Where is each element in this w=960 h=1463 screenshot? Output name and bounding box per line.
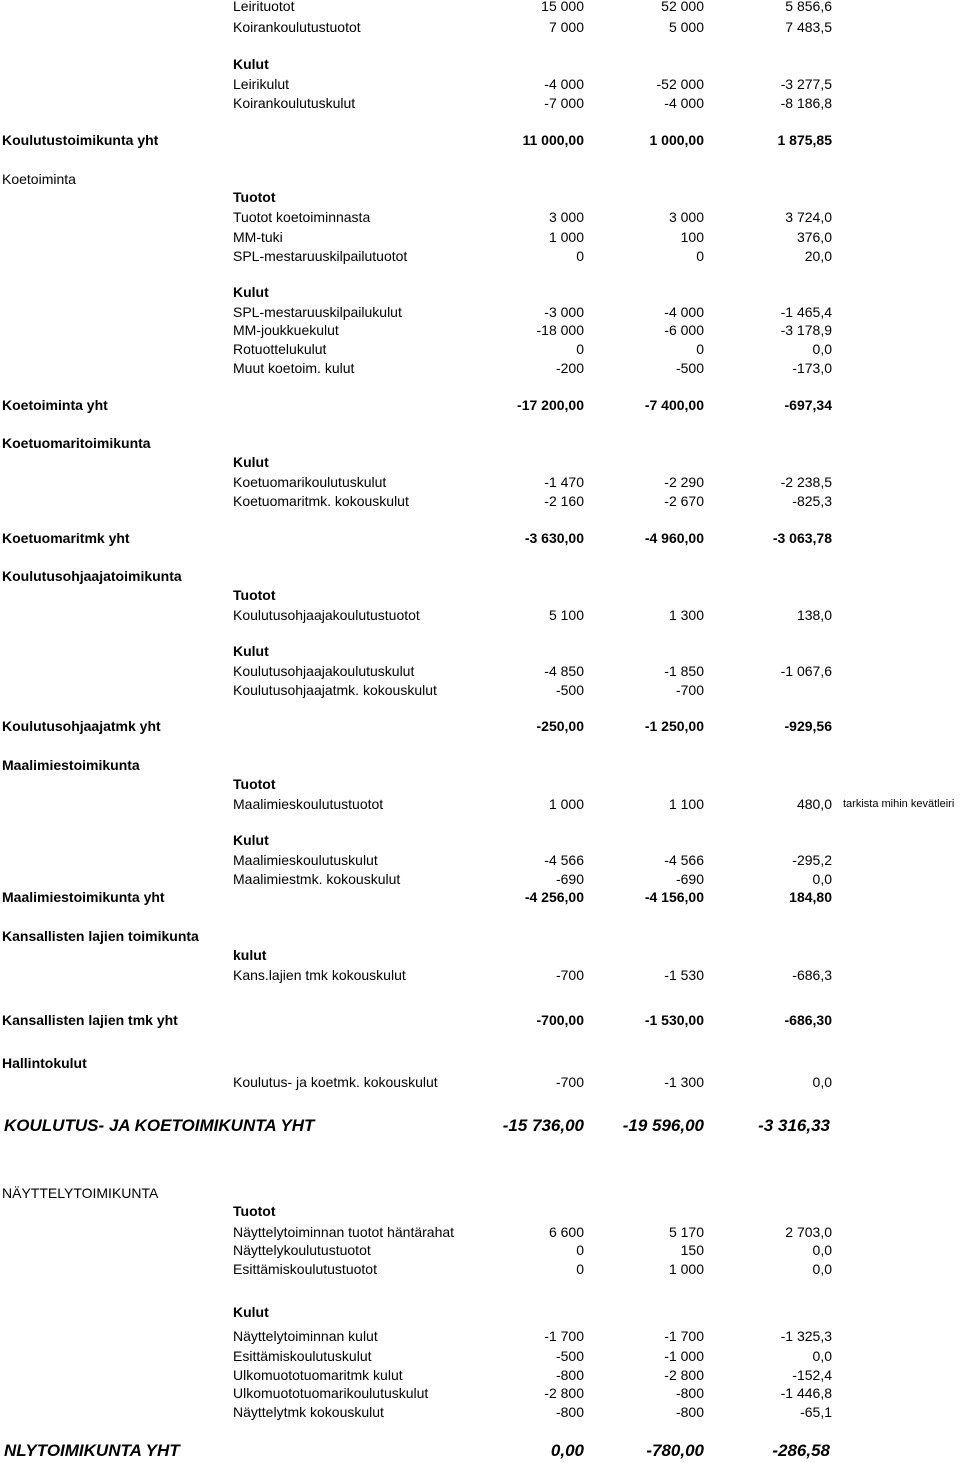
subheading-label: Tuotot <box>233 189 276 205</box>
budget-value: 1 000 <box>548 796 584 812</box>
subtotal-value: -4 256,00 <box>524 889 584 905</box>
budget-value: 0 <box>576 1242 584 1258</box>
actual-value: -1 067,6 <box>780 663 832 679</box>
subtotal-value: -4 960,00 <box>644 530 704 546</box>
budget-value: 3 000 <box>668 209 704 225</box>
section-heading-row <box>0 170 960 189</box>
subtotal-value: 1 875,85 <box>777 132 832 148</box>
actual-value: -295,2 <box>792 852 832 868</box>
subtotal-value: -17 200,00 <box>517 397 584 413</box>
subheading-row <box>0 283 960 302</box>
line-item-row <box>0 1403 960 1422</box>
line-item-label: Näyttelytoiminnan kulut <box>233 1328 378 1344</box>
subtotal-value: -1 530,00 <box>644 1012 704 1028</box>
actual-value: -8 186,8 <box>780 95 832 111</box>
subheading-label: Kulut <box>233 454 269 470</box>
budget-value: -700 <box>675 682 704 698</box>
line-item-label: Koetuomarikoulutuskulut <box>233 474 387 490</box>
actual-value: 2 703,0 <box>785 1224 832 1240</box>
subtotal-value: -686,30 <box>784 1012 832 1028</box>
budget-value: 1 000 <box>548 229 584 245</box>
subtotal-label: Koetuomaritmk yht <box>2 530 130 546</box>
budget-value: -700 <box>555 967 584 983</box>
line-item-row <box>0 75 960 94</box>
line-item-row <box>0 1073 960 1092</box>
line-item-label: SPL-mestaruuskilpailutuotot <box>233 248 408 264</box>
actual-value: 0,0 <box>812 1242 832 1258</box>
grand-total-value: -286,58 <box>772 1441 830 1460</box>
subtotal-label: Kansallisten lajien tmk yht <box>2 1012 178 1028</box>
line-item-label: Kans.lajien tmk kokouskulut <box>233 967 406 983</box>
subheading-label: Tuotot <box>233 776 276 792</box>
section-heading-row <box>0 927 960 946</box>
actual-value: -173,0 <box>792 360 832 376</box>
line-item-label: Muut koetoim. kulut <box>233 360 355 376</box>
budget-value: 1 100 <box>668 796 704 812</box>
subheading-row <box>0 55 960 74</box>
section-heading: Kansallisten lajien toimikunta <box>2 928 199 944</box>
actual-value: 376,0 <box>796 229 832 245</box>
subtotal-value: -700,00 <box>536 1012 584 1028</box>
budget-value: -1 700 <box>664 1328 704 1344</box>
actual-value: -2 238,5 <box>780 474 832 490</box>
line-item-label: Näyttelytoiminnan tuotot häntärahat <box>233 1224 455 1240</box>
budget-value: -3 000 <box>544 304 584 320</box>
line-item-label: MM-tuki <box>233 229 283 245</box>
line-item-row <box>0 662 960 681</box>
subtotal-value: -3 630,00 <box>524 530 584 546</box>
actual-value: 3 724,0 <box>785 209 832 225</box>
actual-value: -3 178,9 <box>780 322 832 338</box>
budget-value: -500 <box>555 682 584 698</box>
section-heading: Koetoiminta <box>2 171 76 187</box>
subheading-label: Kulut <box>233 832 269 848</box>
subtotal-row <box>0 529 960 548</box>
budget-value: -1 470 <box>544 474 584 490</box>
section-heading-row <box>0 567 960 586</box>
section-heading: NÄYTTELYTOIMIKUNTA <box>2 1185 159 1201</box>
budget-value: -500 <box>555 1348 584 1364</box>
actual-value: -1 446,8 <box>780 1385 832 1401</box>
budget-value: -4 000 <box>544 76 584 92</box>
budget-value: -4 566 <box>664 852 704 868</box>
subheading-row <box>0 586 960 605</box>
section-heading-row <box>0 1184 960 1203</box>
line-item-label: Tuotot koetoiminnasta <box>233 209 371 225</box>
budget-value: 5 170 <box>668 1224 704 1240</box>
subheading-label: Kulut <box>233 284 269 300</box>
line-item-row <box>0 1223 960 1242</box>
line-item-row <box>0 1347 960 1366</box>
actual-value: -1 325,3 <box>780 1328 832 1344</box>
line-item-label: Maalimieskoulutuskulut <box>233 852 378 868</box>
line-item-row <box>0 1384 960 1403</box>
budget-value: -7 000 <box>544 95 584 111</box>
subheading-label: Kulut <box>233 643 269 659</box>
subtotal-row <box>0 1011 960 1030</box>
line-item-row <box>0 870 960 889</box>
subheading-label: Kulut <box>233 1304 269 1320</box>
line-item-label: Maalimiestmk. kokouskulut <box>233 871 401 887</box>
line-item-row <box>0 208 960 227</box>
line-item-label: Esittämiskoulutustuotot <box>233 1261 377 1277</box>
budget-value: -1 850 <box>664 663 704 679</box>
subtotal-label: Koulutusohjaajatmk yht <box>2 718 161 734</box>
budget-value: -1 700 <box>544 1328 584 1344</box>
subtotal-value: -4 156,00 <box>644 889 704 905</box>
budget-value: -500 <box>675 360 704 376</box>
actual-value: -3 277,5 <box>780 76 832 92</box>
actual-value: 5 856,6 <box>785 0 832 14</box>
budget-value: 100 <box>680 229 704 245</box>
line-item-label: Koulutusohjaajakoulutustuotot <box>233 607 420 623</box>
budget-value: -4 000 <box>664 95 704 111</box>
budget-value: -4 000 <box>664 304 704 320</box>
line-item-row <box>0 18 960 37</box>
subtotal-row <box>0 888 960 907</box>
budget-value: 0 <box>576 248 584 264</box>
subtotal-value: -7 400,00 <box>644 397 704 413</box>
section-heading: Koulutusohjaajatoimikunta <box>2 568 182 584</box>
subtotal-row <box>0 717 960 736</box>
budget-value: 0 <box>696 248 704 264</box>
line-item-label: Koulutus- ja koetmk. kokouskulut <box>233 1074 438 1090</box>
line-item-label: Koetuomaritmk. kokouskulut <box>233 493 409 509</box>
budget-value: 52 000 <box>661 0 704 14</box>
budget-value: -200 <box>555 360 584 376</box>
grand-total-label: KOULUTUS- JA KOETOIMIKUNTA YHT <box>4 1116 315 1135</box>
subtotal-value: 11 000,00 <box>522 132 584 148</box>
line-item-label: Näyttelytmk kokouskulut <box>233 1404 384 1420</box>
budget-value: -1 000 <box>664 1348 704 1364</box>
subtotal-value: -929,56 <box>784 718 832 734</box>
budget-value: -2 670 <box>664 493 704 509</box>
line-item-label: Koulutusohjaajatmk. kokouskulut <box>233 682 437 698</box>
budget-value: -2 160 <box>544 493 584 509</box>
line-item-row <box>0 851 960 870</box>
subtotal-value: -697,34 <box>784 397 832 413</box>
subheading-label: kulut <box>233 947 267 963</box>
subtotal-value: -3 063,78 <box>772 530 832 546</box>
actual-value: 7 483,5 <box>785 19 832 35</box>
subheading-label: Tuotot <box>233 1203 276 1219</box>
grand-total-value: -19 596,00 <box>622 1116 704 1135</box>
grand-total-label: NLYTOIMIKUNTA YHT <box>4 1441 180 1460</box>
line-item-label: Koirankoulutuskulut <box>233 95 356 111</box>
budget-value: 5 100 <box>548 607 584 623</box>
actual-value: 138,0 <box>796 607 832 623</box>
budget-value: 150 <box>680 1242 704 1258</box>
subheading-row <box>0 946 960 965</box>
budget-value: -690 <box>555 871 584 887</box>
actual-value: 480,0 <box>796 796 832 812</box>
budget-value: 0 <box>576 1261 584 1277</box>
actual-value: -152,4 <box>792 1367 832 1383</box>
grand-total-row <box>0 1114 960 1138</box>
budget-value: -800 <box>675 1385 704 1401</box>
actual-value: -686,3 <box>792 967 832 983</box>
budget-value: 0 <box>696 341 704 357</box>
section-heading-row <box>0 434 960 453</box>
section-heading: Hallintokulut <box>2 1055 87 1071</box>
budget-value: 6 600 <box>548 1224 584 1240</box>
budget-value: -700 <box>555 1074 584 1090</box>
subtotal-value: 184,80 <box>789 889 832 905</box>
budget-value: -2 290 <box>664 474 704 490</box>
budget-value: -1 530 <box>664 967 704 983</box>
line-item-row <box>0 681 960 700</box>
subtotal-value: -250,00 <box>536 718 584 734</box>
budget-value: -800 <box>675 1404 704 1420</box>
subheading-row <box>0 1202 960 1221</box>
line-item-row <box>0 321 960 340</box>
subheading-row <box>0 642 960 661</box>
budget-value: 0 <box>576 341 584 357</box>
grand-total-value: 0,00 <box>550 1441 584 1460</box>
subtotal-value: 1 000,00 <box>649 132 704 148</box>
line-item-row <box>0 966 960 985</box>
subtotal-row <box>0 396 960 415</box>
line-item-row <box>0 1327 960 1346</box>
line-item-row <box>0 1260 960 1279</box>
budget-value: -800 <box>555 1404 584 1420</box>
line-item-label: Leirituotot <box>233 0 295 14</box>
line-item-label: Ulkomuototuomaritmk kulut <box>233 1367 403 1383</box>
actual-value: 0,0 <box>812 341 832 357</box>
line-item-row <box>0 473 960 492</box>
line-item-row <box>0 0 960 16</box>
budget-value: -800 <box>555 1367 584 1383</box>
budget-value: -18 000 <box>536 322 584 338</box>
line-item-row <box>0 359 960 378</box>
actual-value: -65,1 <box>800 1404 832 1420</box>
budget-value: 1 000 <box>668 1261 704 1277</box>
budget-value: -52 000 <box>656 76 704 92</box>
actual-value: 0,0 <box>812 1074 832 1090</box>
grand-total-row <box>0 1439 960 1463</box>
actual-value: -1 465,4 <box>780 304 832 320</box>
actual-value: 20,0 <box>804 248 832 264</box>
section-heading-row <box>0 1054 960 1073</box>
line-item-row <box>0 1241 960 1260</box>
budget-value: -6 000 <box>664 322 704 338</box>
actual-value: -825,3 <box>792 493 832 509</box>
line-item-row <box>0 1366 960 1385</box>
section-heading-row <box>0 756 960 775</box>
budget-value: -4 850 <box>544 663 584 679</box>
line-item-row <box>0 795 960 814</box>
line-item-label: Näyttelykoulutustuotot <box>233 1242 371 1258</box>
line-item-row <box>0 606 960 625</box>
line-item-row <box>0 492 960 511</box>
grand-total-value: -780,00 <box>646 1441 704 1460</box>
line-item-label: Leirikulut <box>233 76 290 92</box>
grand-total-value: -3 316,33 <box>758 1116 830 1135</box>
line-item-label: Esittämiskoulutuskulut <box>233 1348 372 1364</box>
budget-value: -2 800 <box>664 1367 704 1383</box>
subtotal-label: Koulutustoimikunta yht <box>2 132 159 148</box>
subtotal-row <box>0 131 960 150</box>
section-heading: Maalimiestoimikunta <box>2 757 140 773</box>
subheading-row <box>0 775 960 794</box>
actual-value: 0,0 <box>812 1261 832 1277</box>
subtotal-value: -1 250,00 <box>644 718 704 734</box>
line-item-label: SPL-mestaruuskilpailukulut <box>233 304 402 320</box>
budget-value: 3 000 <box>548 209 584 225</box>
budget-value: 7 000 <box>548 19 584 35</box>
subheading-label: Tuotot <box>233 587 276 603</box>
line-item-row <box>0 94 960 113</box>
actual-value: 0,0 <box>812 1348 832 1364</box>
subheading-row <box>0 831 960 850</box>
subheading-label: Kulut <box>233 56 269 72</box>
line-item-row <box>0 228 960 247</box>
line-item-label: Rotuottelukulut <box>233 341 327 357</box>
budget-value: 15 000 <box>541 0 584 14</box>
subheading-row <box>0 1303 960 1322</box>
line-item-row <box>0 247 960 266</box>
subheading-row <box>0 453 960 472</box>
budget-value: -2 800 <box>544 1385 584 1401</box>
actual-value: 0,0 <box>812 871 832 887</box>
budget-value: -4 566 <box>544 852 584 868</box>
budget-value: 1 300 <box>668 607 704 623</box>
line-item-row <box>0 303 960 322</box>
line-item-row <box>0 340 960 359</box>
subtotal-label: Maalimiestoimikunta yht <box>2 889 165 905</box>
budget-value: -1 300 <box>664 1074 704 1090</box>
subtotal-label: Koetoiminta yht <box>2 397 108 413</box>
line-item-label: Koulutusohjaajakoulutuskulut <box>233 663 415 679</box>
row-note: tarkista mihin kevätleiri <box>843 798 955 810</box>
line-item-label: Maalimieskoulutustuotot <box>233 796 384 812</box>
line-item-label: MM-joukkuekulut <box>233 322 339 338</box>
grand-total-value: -15 736,00 <box>502 1116 584 1135</box>
subheading-row <box>0 188 960 207</box>
budget-value: -690 <box>675 871 704 887</box>
line-item-label: Ulkomuototuomarikoulutuskulut <box>233 1385 429 1401</box>
line-item-label: Koirankoulutustuotot <box>233 19 361 35</box>
budget-value: 5 000 <box>668 19 704 35</box>
section-heading: Koetuomaritoimikunta <box>2 435 151 451</box>
